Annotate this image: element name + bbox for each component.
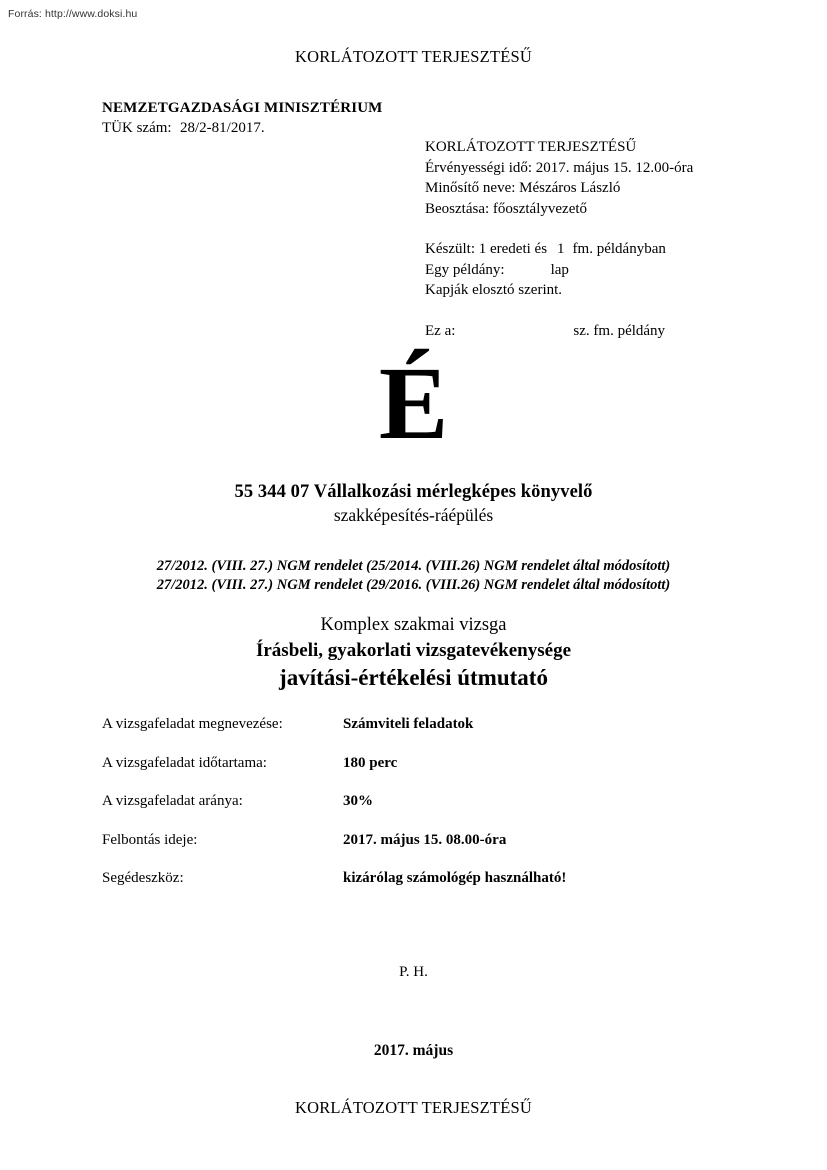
distribution-note: Kapják elosztó szerint. [425, 282, 563, 298]
qualification-subtitle: szakképesítés-ráépülés [333, 505, 494, 525]
copies-count: 1 [557, 241, 565, 257]
copies-line [425, 239, 693, 260]
detail-label: A vizsgafeladat időtartama: [102, 754, 267, 771]
this-copy-value: sz. fm. példány [573, 322, 666, 339]
classification-details-block [425, 137, 693, 341]
copies-group [425, 239, 693, 301]
this-copy-line [425, 321, 693, 342]
copies-prefix: Készült: 1 eredeti és [425, 241, 548, 257]
detail-value: Számviteli feladatok [343, 716, 474, 732]
table-row [102, 791, 722, 830]
classification-validity: Érvényességi idő: 2017. május 15. 12.00-óra [425, 159, 694, 176]
exam-details-table [102, 714, 722, 907]
ministry-block [102, 98, 383, 138]
one-copy-value: lap [550, 261, 569, 278]
exam-title-block [0, 613, 827, 693]
emblem-letter: É [378, 346, 449, 461]
detail-value: kizárólag számológép használható! [343, 870, 567, 886]
copies-suffix: fm. példányban [572, 241, 666, 257]
decree-line-1: 27/2012. (VIII. 27.) NGM rendelet (25/2014. (VIII.26) NGM rendelet által módosított) [156, 558, 671, 574]
table-row [102, 753, 722, 792]
detail-value: 180 perc [343, 754, 398, 771]
classification-banner-bottom: KORLÁTOZOTT TERJESZTÉSŰ [295, 1098, 532, 1117]
tuk-number-row [102, 118, 383, 138]
detail-label: A vizsgafeladat megnevezése: [102, 716, 283, 732]
one-copy-line [425, 260, 693, 281]
classifier-position: Beosztása: főosztályvezető [425, 200, 588, 217]
table-row [102, 830, 722, 869]
tuk-number-value: 28/2-81/2017. [180, 120, 265, 136]
detail-value: 2017. május 15. 08.00-óra [343, 831, 507, 848]
source-watermark: Forrás: http://www.doksi.hu [8, 8, 138, 20]
decree-block [0, 557, 827, 595]
exam-title-line-3: javítási-értékelési útmutató [279, 665, 548, 690]
table-row [102, 868, 722, 907]
one-copy-label: Egy példány: [425, 261, 505, 278]
classification-banner-top: KORLÁTOZOTT TERJESZTÉSŰ [295, 47, 532, 66]
tuk-number-label: TÜK szám: [102, 120, 172, 136]
seal-placeholder: P. H. [399, 964, 428, 980]
exam-title-line-2: Írásbeli, gyakorlati vizsgatevékenysége [255, 640, 572, 661]
table-row [102, 714, 722, 753]
decree-line-2: 27/2012. (VIII. 27.) NGM rendelet (29/2016. (VIII.26) NGM rendelet által módosított) [156, 577, 671, 593]
classification-marking-group [425, 137, 693, 219]
this-copy-label: Ez a: [425, 322, 456, 339]
detail-label: A vizsgafeladat aránya: [102, 793, 243, 809]
classification-heading: KORLÁTOZOTT TERJESZTÉSŰ [425, 139, 637, 155]
classifier-name: Minősítő neve: Mészáros László [425, 180, 621, 196]
detail-label: Segédeszköz: [102, 870, 184, 886]
copy-number-group [425, 321, 693, 342]
ministry-name: NEMZETGAZDASÁGI MINISZTÉRIUM [102, 100, 383, 116]
qualification-block [0, 480, 827, 527]
detail-label: Felbontás ideje: [102, 831, 198, 848]
issue-date: 2017. május [373, 1042, 454, 1059]
exam-title-line-1: Komplex szakmai vizsga [320, 615, 507, 635]
qualification-name: 55 344 07 Vállalkozási mérlegképes könyvelő [234, 482, 593, 502]
detail-value: 30% [343, 793, 373, 809]
